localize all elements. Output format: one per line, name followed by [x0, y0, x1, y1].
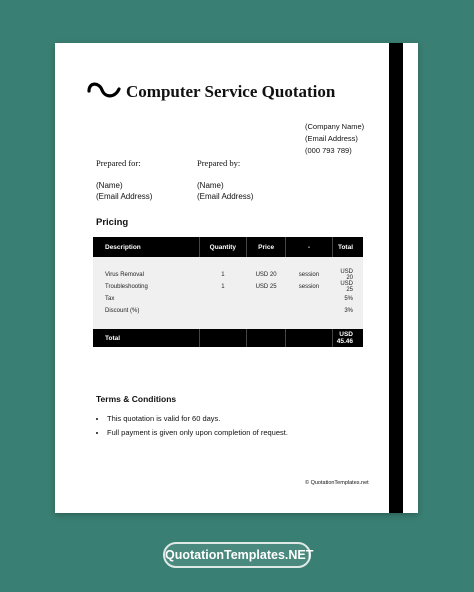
row-price: USD 25 [247, 281, 286, 293]
row-quantity [199, 305, 246, 317]
company-email: (Email Address) [305, 134, 358, 143]
wave-icon [87, 80, 121, 100]
column-header-quantity: Quantity [199, 237, 246, 257]
terms-heading: Terms & Conditions [96, 394, 177, 404]
row-price [247, 305, 286, 317]
company-info [305, 121, 364, 157]
prepared-for-name: (Name) [96, 181, 123, 190]
document-title: Computer Service Quotation [126, 82, 336, 101]
table-row [93, 281, 363, 293]
list-item: • This quotation is valid for 60 days. [107, 412, 288, 426]
row-total: 5% [332, 293, 363, 305]
column-header-description: Description [93, 237, 199, 257]
row-quantity: 1 [199, 281, 246, 293]
pricing-header-row [93, 237, 363, 257]
pricing-heading: Pricing [96, 217, 129, 228]
row-unit [286, 293, 333, 305]
row-description: Discount (%) [93, 305, 199, 317]
row-unit [286, 305, 333, 317]
company-name: (Company Name) [305, 122, 365, 131]
total-value: USD 45.46 [332, 329, 363, 347]
table-row [93, 293, 363, 305]
decorative-side-bar [389, 43, 403, 513]
list-item: • Full payment is given only upon completion of request. [107, 426, 288, 440]
prepared-by-label: Prepared by: [197, 158, 241, 168]
row-description: Troubleshooting [93, 281, 199, 293]
row-total: USD 25 [332, 281, 363, 293]
company-phone: (000 793 789) [305, 146, 352, 155]
row-price [247, 293, 286, 305]
table-row [93, 269, 363, 281]
copyright-text: © QuotationTemplates.net [305, 480, 369, 486]
row-price: USD 20 [247, 269, 286, 281]
total-row [93, 329, 363, 347]
row-unit: session [286, 281, 333, 293]
pricing-table [93, 237, 363, 347]
prepared-by-details [197, 180, 253, 202]
prepared-for-details [96, 180, 152, 202]
brand-badge[interactable]: QuotationTemplates.NET [163, 542, 311, 568]
quotation-document [55, 43, 418, 513]
column-header-price: Price [247, 237, 286, 257]
row-quantity [199, 293, 246, 305]
column-header-unit: - [286, 237, 333, 257]
prepared-for-label: Prepared for: [96, 158, 141, 168]
row-total: 3% [332, 305, 363, 317]
table-row [93, 305, 363, 317]
prepared-by-email: (Email Address) [197, 192, 254, 201]
row-description: Tax [93, 293, 199, 305]
row-unit: session [286, 269, 333, 281]
row-description: Virus Removal [93, 269, 199, 281]
row-quantity: 1 [199, 269, 246, 281]
column-header-total: Total [332, 237, 363, 257]
row-total: USD 20 [332, 269, 363, 281]
terms-list [95, 412, 288, 440]
total-label: Total [93, 329, 199, 347]
prepared-by-name: (Name) [197, 181, 224, 190]
prepared-for-email: (Email Address) [96, 192, 153, 201]
